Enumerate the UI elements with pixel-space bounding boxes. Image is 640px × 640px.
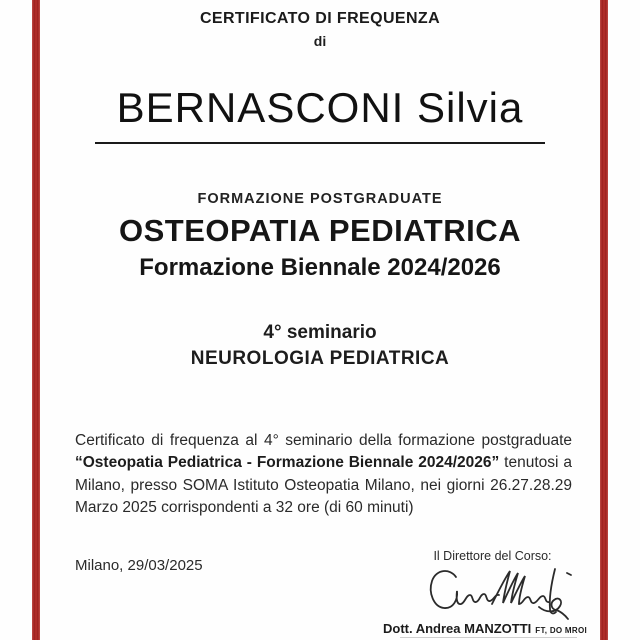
body-text-bold: “Osteopatia Pediatrica - Formazione Biennale 2024/2026” bbox=[75, 454, 500, 471]
director-signature-line bbox=[383, 620, 587, 638]
body-text-after: tenutosi a Milano, presso SOMA Istituto Osteopatia Milano, nei giorni 26.27.28.29 Marzo 2025 corrispondenti a 32 ore (di 60 minuti) bbox=[75, 454, 572, 516]
director-titles: FT, DO MROI bbox=[535, 626, 588, 635]
director-label: Il Direttore del Corso: bbox=[433, 549, 552, 563]
seminar-number: 4° seminario bbox=[263, 322, 377, 343]
certificate-body-paragraph bbox=[75, 430, 572, 520]
certificate-title: CERTIFICATO DI FREQUENZA bbox=[199, 10, 441, 27]
signature-icon bbox=[426, 564, 574, 620]
place-and-date: Milano, 29/03/2025 bbox=[75, 557, 203, 574]
director-name: Dott. Andrea MANZOTTI bbox=[383, 621, 532, 636]
left-red-border-bar bbox=[32, 0, 40, 640]
program-subtitle: Formazione Biennale 2024/2026 bbox=[139, 254, 501, 281]
bottom-faint-rule bbox=[400, 637, 577, 638]
recipient-name: BERNASCONI Silvia bbox=[116, 84, 524, 131]
body-text-before: Certificato di frequenza al 4° seminario della formazione postgraduate bbox=[75, 431, 572, 449]
right-red-border-bar bbox=[600, 0, 608, 640]
certificate-connector: di bbox=[313, 33, 327, 49]
name-underline-rule bbox=[95, 142, 545, 144]
program-title: OSTEOPATIA PEDIATRICA bbox=[118, 213, 522, 248]
seminar-title: NEUROLOGIA PEDIATRICA bbox=[190, 348, 450, 369]
program-kicker: FORMAZIONE POSTGRADUATE bbox=[197, 191, 443, 207]
